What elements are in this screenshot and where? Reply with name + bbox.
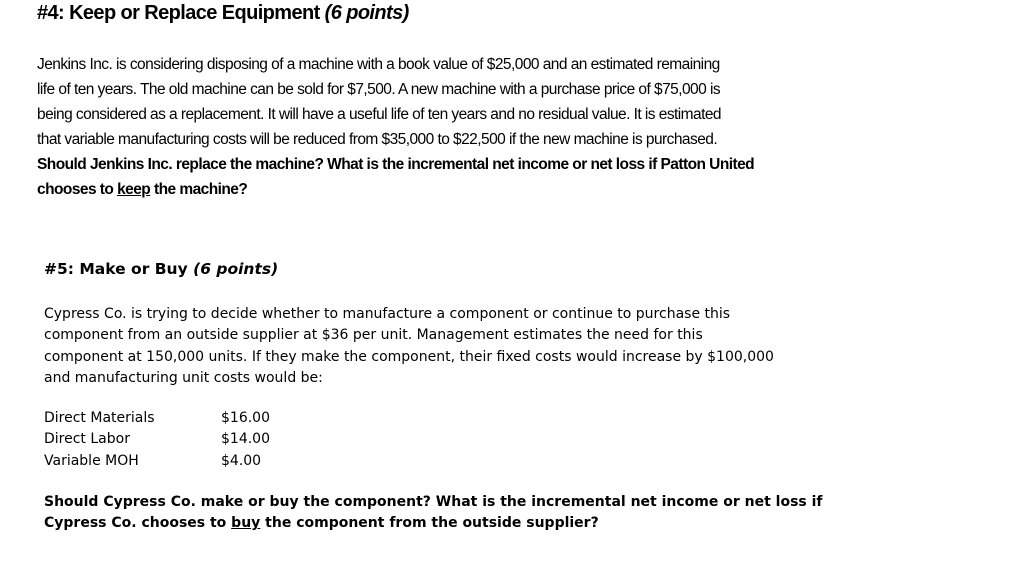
unit-cost-table [44,408,270,472]
problem-5-question-pre: Cypress Co. chooses to [44,515,232,532]
problem-4-title: #4: Keep or Replace Equipment [37,2,320,24]
cost-label: Direct Materials [44,410,155,426]
cost-label: Variable MOH [44,452,139,469]
cost-row-direct-materials [44,408,270,429]
problem-5-line-2: component from an outside supplier at $36 per unit. Management estimates the need for this [44,327,703,344]
problem-4-line-3: being considered as a replacement. It will have a useful life of ten years and no residual value. It is estimated [37,106,721,123]
problem-4-heading [37,0,409,26]
problem-4-line-1: Jenkins Inc. is considering disposing of a machine with a book value of $25,000 and an estimated remaining [37,56,720,73]
cost-row-variable-moh [44,451,270,472]
problem-4-question-post: the machine? [150,181,248,198]
problem-4-question-line-2 [37,177,754,202]
cost-value: $16.00 [221,410,270,426]
problem-5-question-line-2 [44,513,823,534]
problem-4-points: (6 points) [324,2,409,24]
problem-5-question-post: the component from the outside supplier? [260,515,599,532]
problem-5-points: (6 points) [193,260,279,278]
problem-5-line-1: Cypress Co. is trying to decide whether to manufacture a component or continue to purchase this [44,306,731,322]
cost-value: $4.00 [221,452,262,469]
problem-5-heading [44,258,278,280]
problem-5-line-4: and manufacturing unit costs would be: [44,369,323,386]
cost-value: $14.00 [221,431,270,448]
problem-4-question-line-1: Should Jenkins Inc. replace the machine? What is the incremental net income or net loss if Patton United [37,156,755,173]
cost-row-direct-labor [44,429,270,450]
problem-5-line-3: component at 150,000 units. If they make the component, their fixed costs would increase by $100,000 [44,348,774,365]
problem-5-question [44,492,823,535]
cost-label: Direct Labor [44,431,130,448]
problem-4-line-4: that variable manufacturing costs will be reduced from $35,000 to $22,500 if the new machine is purchased. [37,131,718,148]
problem-5-question-emphasis: buy [231,515,261,532]
problem-4-question-emphasis: keep [117,181,151,198]
problem-4-body [37,52,754,202]
problem-4-question-pre: chooses to [37,181,118,198]
problem-4-line-2: life of ten years. The old machine can be sold for $7,500. A new machine with a purchase price of $75,000 is [37,81,721,98]
problem-5-question-line-1: Should Cypress Co. make or buy the component? What is the incremental net income or net loss if [44,494,823,510]
problem-5-title: #5: Make or Buy [44,260,188,278]
problem-5-body [44,304,774,389]
